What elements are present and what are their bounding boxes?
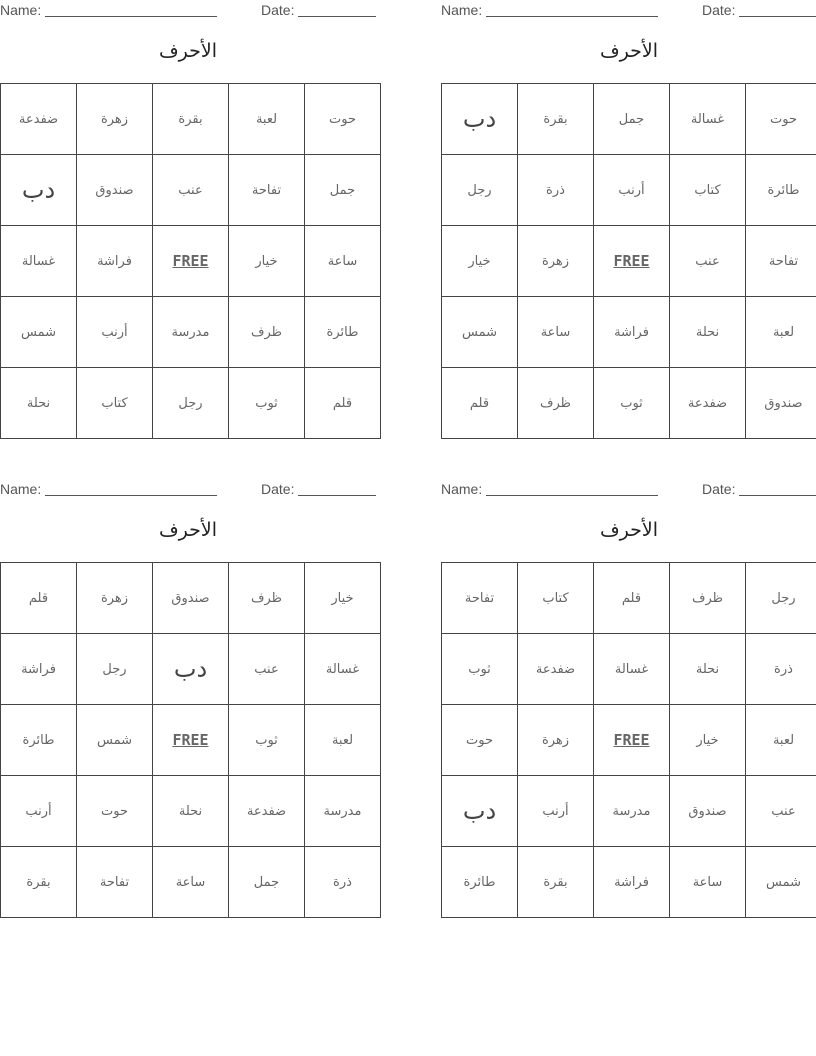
grid-cell: كتاب: [77, 368, 153, 439]
grid-cell: دب: [442, 776, 518, 847]
grid-cell: عنب: [670, 226, 746, 297]
date-field[interactable]: [739, 16, 816, 17]
date-field[interactable]: [298, 495, 376, 496]
grid-cell: لعبة: [229, 84, 305, 155]
grid-cell: أرنب: [594, 155, 670, 226]
grid-cell: دب: [1, 155, 77, 226]
grid-row: [442, 634, 816, 705]
grid-cell: كتاب: [518, 563, 594, 634]
grid-cell: زهرة: [77, 563, 153, 634]
grid-row: [442, 226, 816, 297]
name-field[interactable]: [45, 16, 217, 17]
grid-cell: لعبة: [746, 297, 816, 368]
grid-cell: ثوب: [442, 634, 518, 705]
name-label: Name:: [0, 2, 42, 18]
grid-cell: غسالة: [594, 634, 670, 705]
grid-cell: قلم: [305, 368, 381, 439]
grid-cell: نحلة: [1, 368, 77, 439]
card-title: الأحرف: [599, 519, 659, 541]
grid-cell: دب: [153, 634, 229, 705]
grid-cell: شمس: [746, 847, 816, 918]
card-header: [0, 2, 376, 20]
grid-cell: ذرة: [518, 155, 594, 226]
bingo-grid: [441, 83, 816, 439]
name-label: Name:: [441, 2, 483, 18]
bingo-card-3: [0, 479, 376, 915]
grid-row: [1, 84, 381, 155]
grid-row: [1, 155, 381, 226]
card-header: [441, 2, 816, 20]
name-label: Name:: [441, 481, 483, 497]
grid-cell: لعبة: [746, 705, 816, 776]
grid-cell: حوت: [746, 84, 816, 155]
grid-cell: بقرة: [1, 847, 77, 918]
grid-cell: غسالة: [1, 226, 77, 297]
grid-cell: جمل: [305, 155, 381, 226]
date-label: Date:: [702, 481, 736, 497]
card-title: الأحرف: [158, 519, 218, 541]
grid-row: [442, 705, 816, 776]
grid-cell: فراشة: [594, 297, 670, 368]
grid-cell: غسالة: [670, 84, 746, 155]
grid-row: [442, 297, 816, 368]
grid-cell: زهرة: [518, 705, 594, 776]
grid-cell: صندوق: [77, 155, 153, 226]
grid-cell: ساعة: [518, 297, 594, 368]
grid-cell: ضفدعة: [1, 84, 77, 155]
grid-cell: عنب: [229, 634, 305, 705]
name-field[interactable]: [45, 495, 217, 496]
grid-row: [1, 563, 381, 634]
grid-cell: مدرسة: [305, 776, 381, 847]
grid-cell: قلم: [594, 563, 670, 634]
grid-cell: طائرة: [1, 705, 77, 776]
grid-row: [442, 84, 816, 155]
grid-cell: رجل: [746, 563, 816, 634]
grid-cell: نحلة: [670, 634, 746, 705]
grid-cell: عنب: [746, 776, 816, 847]
grid-cell: ظرف: [229, 563, 305, 634]
bingo-card-2: [441, 0, 816, 436]
grid-cell: حوت: [442, 705, 518, 776]
grid-cell: شمس: [77, 705, 153, 776]
grid-cell: ضفدعة: [518, 634, 594, 705]
grid-cell: طائرة: [746, 155, 816, 226]
grid-row: [442, 368, 816, 439]
grid-cell: حوت: [305, 84, 381, 155]
grid-cell: تفاحة: [229, 155, 305, 226]
card-title: الأحرف: [158, 40, 218, 62]
grid-cell: زهرة: [77, 84, 153, 155]
grid-cell: صندوق: [670, 776, 746, 847]
free-space: FREE: [594, 705, 670, 776]
grid-cell: فراشة: [77, 226, 153, 297]
grid-cell: ساعة: [305, 226, 381, 297]
grid-cell: ذرة: [305, 847, 381, 918]
grid-row: [1, 634, 381, 705]
grid-cell: خيار: [442, 226, 518, 297]
date-field[interactable]: [739, 495, 816, 496]
grid-cell: تفاحة: [442, 563, 518, 634]
grid-cell: فراشة: [594, 847, 670, 918]
grid-cell: أرنب: [518, 776, 594, 847]
grid-row: [1, 705, 381, 776]
free-space: FREE: [153, 226, 229, 297]
grid-cell: طائرة: [442, 847, 518, 918]
grid-cell: تفاحة: [746, 226, 816, 297]
free-space: FREE: [594, 226, 670, 297]
grid-cell: رجل: [442, 155, 518, 226]
grid-cell: فراشة: [1, 634, 77, 705]
bingo-card-4: [441, 479, 816, 915]
date-label: Date:: [261, 481, 295, 497]
grid-cell: جمل: [229, 847, 305, 918]
grid-cell: بقرة: [518, 84, 594, 155]
date-label: Date:: [261, 2, 295, 18]
grid-cell: ذرة: [746, 634, 816, 705]
grid-cell: مدرسة: [153, 297, 229, 368]
grid-cell: تفاحة: [77, 847, 153, 918]
name-field[interactable]: [486, 16, 658, 17]
grid-cell: ثوب: [594, 368, 670, 439]
grid-cell: مدرسة: [594, 776, 670, 847]
grid-row: [442, 155, 816, 226]
grid-cell: أرنب: [77, 297, 153, 368]
grid-cell: خيار: [229, 226, 305, 297]
grid-row: [1, 297, 381, 368]
grid-row: [442, 563, 816, 634]
free-space: FREE: [153, 705, 229, 776]
grid-cell: شمس: [442, 297, 518, 368]
grid-cell: ضفدعة: [670, 368, 746, 439]
grid-cell: ثوب: [229, 705, 305, 776]
grid-cell: أرنب: [1, 776, 77, 847]
card-title: الأحرف: [599, 40, 659, 62]
bingo-card-1: [0, 0, 376, 436]
bingo-grid: [441, 562, 816, 918]
grid-cell: ثوب: [229, 368, 305, 439]
grid-cell: صندوق: [153, 563, 229, 634]
grid-cell: لعبة: [305, 705, 381, 776]
grid-cell: دب: [442, 84, 518, 155]
name-label: Name:: [0, 481, 42, 497]
grid-row: [442, 776, 816, 847]
grid-cell: ظرف: [518, 368, 594, 439]
grid-cell: حوت: [77, 776, 153, 847]
card-header: [441, 481, 816, 499]
grid-row: [1, 776, 381, 847]
grid-cell: ساعة: [670, 847, 746, 918]
grid-cell: عنب: [153, 155, 229, 226]
grid-cell: صندوق: [746, 368, 816, 439]
card-header: [0, 481, 376, 499]
grid-cell: طائرة: [305, 297, 381, 368]
grid-cell: زهرة: [518, 226, 594, 297]
grid-row: [1, 368, 381, 439]
grid-cell: خيار: [305, 563, 381, 634]
grid-cell: جمل: [594, 84, 670, 155]
grid-cell: رجل: [77, 634, 153, 705]
bingo-grid: [0, 562, 381, 918]
grid-cell: بقرة: [518, 847, 594, 918]
grid-cell: رجل: [153, 368, 229, 439]
grid-cell: غسالة: [305, 634, 381, 705]
grid-cell: شمس: [1, 297, 77, 368]
bingo-grid: [0, 83, 381, 439]
grid-cell: ظرف: [229, 297, 305, 368]
grid-cell: خيار: [670, 705, 746, 776]
grid-cell: قلم: [1, 563, 77, 634]
grid-cell: بقرة: [153, 84, 229, 155]
date-field[interactable]: [298, 16, 376, 17]
date-label: Date:: [702, 2, 736, 18]
grid-row: [1, 847, 381, 918]
grid-cell: ظرف: [670, 563, 746, 634]
grid-cell: كتاب: [670, 155, 746, 226]
grid-cell: قلم: [442, 368, 518, 439]
name-field[interactable]: [486, 495, 658, 496]
grid-cell: نحلة: [153, 776, 229, 847]
grid-cell: ساعة: [153, 847, 229, 918]
grid-cell: نحلة: [670, 297, 746, 368]
grid-cell: ضفدعة: [229, 776, 305, 847]
grid-row: [1, 226, 381, 297]
grid-row: [442, 847, 816, 918]
